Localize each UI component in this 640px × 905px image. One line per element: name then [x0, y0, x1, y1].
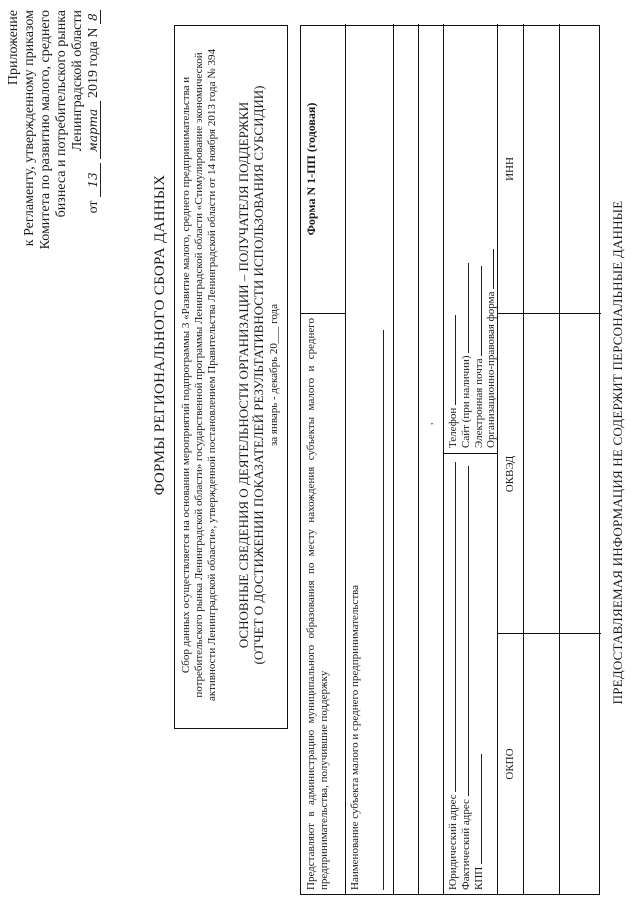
basis-text: Сбор данных осуществляется на основании мероприятий подпрограммы 3 «Развитие малого, среднего предпринимательства и потребительского рынка Ленинградской области» государственной программы Ленинградской области «Стимулирование экономической активности Ленинградской области», утвержденной постановлением Правительства Ленинградской области от 14 ноября 2013 года № 394	[180, 49, 218, 701]
row-divider	[345, 24, 346, 894]
email-field[interactable]	[473, 266, 482, 356]
kpp-row	[473, 754, 486, 890]
legal-form-field[interactable]	[485, 249, 494, 289]
actual-address-field[interactable]	[460, 466, 469, 796]
submit-instruction: Представляют в администрацию муниципального образования по месту нахождения субъекты малого и среднего предпринимательства, получившие поддержку	[305, 318, 330, 890]
actual-address-label: Фактический адрес	[460, 799, 472, 890]
inn-header: ИНН	[504, 157, 516, 181]
date-year: 2019 года	[86, 41, 101, 98]
entity-name-label: Наименование субъекта малого и среднего предпринимательства	[349, 584, 361, 890]
legal-address-row	[447, 462, 460, 890]
form-label: Форма N 1-ПП (годовая)	[304, 102, 318, 236]
number-prefix: N	[86, 27, 101, 38]
legal-form-row	[485, 249, 498, 448]
row-divider	[393, 24, 394, 894]
row-divider	[443, 24, 444, 894]
site-row	[460, 263, 473, 448]
report-heading	[236, 35, 266, 715]
phone-field[interactable]	[447, 315, 456, 405]
row-divider	[418, 24, 419, 894]
row-divider	[523, 24, 524, 894]
kpp-label: КПП	[473, 866, 485, 890]
site-label: Сайт (при наличии)	[460, 355, 472, 448]
appendix-line-5: Ленинградской области	[70, 10, 85, 152]
stray-mark: ,	[424, 422, 435, 425]
row-divider	[559, 24, 560, 894]
entity-name-field[interactable]	[375, 330, 384, 890]
report-period: за январь - декабрь 20___ года	[268, 303, 280, 447]
legal-address-label: Юридический адрес	[447, 794, 459, 890]
date-day-handwritten: 13	[87, 163, 101, 197]
kpp-field[interactable]	[473, 754, 482, 864]
appendix-line-3: Комитета по развитию малого, среднего	[38, 10, 53, 250]
site-field[interactable]	[460, 263, 469, 353]
number-handwritten: 8	[87, 10, 101, 24]
okved-header: ОКВЭД	[504, 455, 516, 493]
appendix-date-line	[86, 10, 102, 250]
appendix-line-1: Приложение	[6, 10, 21, 86]
legal-address-field[interactable]	[447, 462, 456, 792]
appendix-line-2: к Регламенту, утвержденному приказом	[22, 10, 37, 247]
col-divider	[443, 453, 497, 454]
okpo-header: ОКПО	[504, 748, 516, 780]
phone-label: Телефон	[447, 407, 459, 448]
appendix-block	[6, 10, 102, 250]
appendix-line-4: бизнеса и потребительского рынка	[54, 10, 69, 218]
page-title: ФОРМЫ РЕГИОНАЛЬНОГО СБОРА ДАННЫХ	[152, 174, 168, 496]
form-table	[300, 25, 600, 895]
row-divider	[497, 24, 498, 894]
report-heading-line-2: (ОТЧЕТ О ДОСТИЖЕНИИ ПОКАЗАТЕЛЕЙ РЕЗУЛЬТАТИВНОСТИ ИСПОЛЬЗОВАНИЯ СУБСИДИИ)	[251, 85, 266, 665]
date-prefix: от	[86, 200, 101, 214]
report-heading-line-1: ОСНОВНЫЕ СВЕДЕНИЯ О ДЕЯТЕЛЬНОСТИ ОРГАНИЗАЦИИ – ПОЛУЧАТЕЛЯ ПОДДЕРЖКИ	[236, 101, 251, 649]
phone-row	[447, 315, 460, 448]
date-month-handwritten: марта	[87, 101, 101, 159]
legal-form-label: Организационно-правовая форма	[485, 291, 497, 448]
email-label: Электронная почта	[473, 358, 485, 448]
personal-data-notice: ПРЕДОСТАВЛЯЕМАЯ ИНФОРМАЦИЯ НЕ СОДЕРЖИТ ПЕРСОНАЛЬНЫЕ ДАННЫЕ	[610, 200, 625, 705]
actual-address-row	[460, 466, 473, 890]
